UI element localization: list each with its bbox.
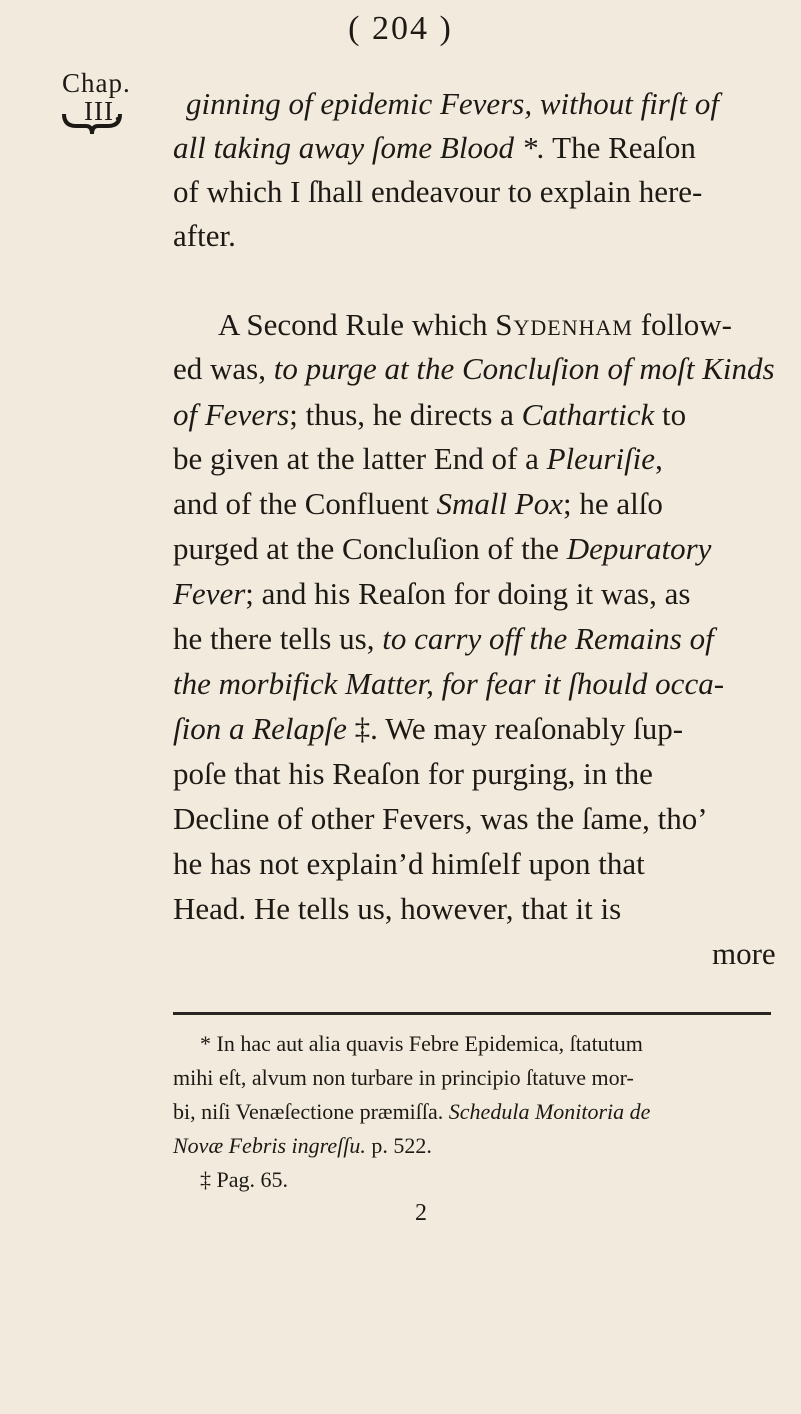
footnote-line: mihi eſt, alvum non turbare in principio ſtatuve mor- (173, 1065, 634, 1090)
text-line: ginning of epidemic Fevers, without firſt of (186, 86, 719, 121)
catchword: more (712, 936, 776, 971)
page-number: ( 204 ) (348, 10, 453, 47)
text-line: purged at the Concluſion of the Depuratory (173, 531, 712, 566)
brace-icon (62, 112, 122, 136)
chapter-number: III. (84, 96, 122, 126)
text-line: he there tells us, to carry off the Remains of (173, 621, 714, 656)
text-line: the morbifick Matter, for fear it ſhould occa- (173, 666, 725, 701)
text-line: ſion a Relapſe ‡. We may reaſonably ſup- (173, 711, 684, 746)
text-line: Decline of other Fevers, was the ſame, tho’ (173, 801, 708, 836)
text-line: Head. He tells us, however, that it is (173, 891, 622, 926)
footnote-rule (173, 1012, 771, 1015)
text-line: he has not explain’d himſelf upon that (173, 846, 645, 881)
text-line: be given at the latter End of a Pleuriſie, (173, 441, 663, 476)
text-line: after. (173, 218, 236, 253)
chapter-marker (62, 68, 131, 126)
chapter-label: Chap. (62, 68, 131, 98)
footnote-line: bi, niſi Venæſectione præmiſſa. Schedula Monitoria de (173, 1099, 651, 1124)
text-line: Fever; and his Reaſon for doing it was, as (173, 576, 691, 611)
text-line: A Second Rule which Sydenham follow- (218, 307, 732, 342)
signature-mark: 2 (415, 1200, 427, 1226)
text-line: all taking away ſome Blood *. The Reaſon (173, 130, 696, 165)
footnote-line: ‡ Pag. 65. (200, 1167, 288, 1192)
text-line: poſe that his Reaſon for purging, in the (173, 756, 653, 791)
text-line: of Fevers; thus, he directs a Cathartick to (173, 397, 687, 432)
text-line: of which I ſhall endeavour to explain here- (173, 174, 703, 209)
text-line: ed was, to purge at the Concluſion of moſt Kinds (173, 351, 775, 386)
text-line: and of the Confluent Small Pox; he alſo (173, 486, 663, 521)
footnote-line: * In hac aut alia quavis Febre Epidemica, ſtatutum (200, 1031, 643, 1056)
footnote-line: Novæ Febris ingreſſu. p. 522. (173, 1133, 432, 1158)
